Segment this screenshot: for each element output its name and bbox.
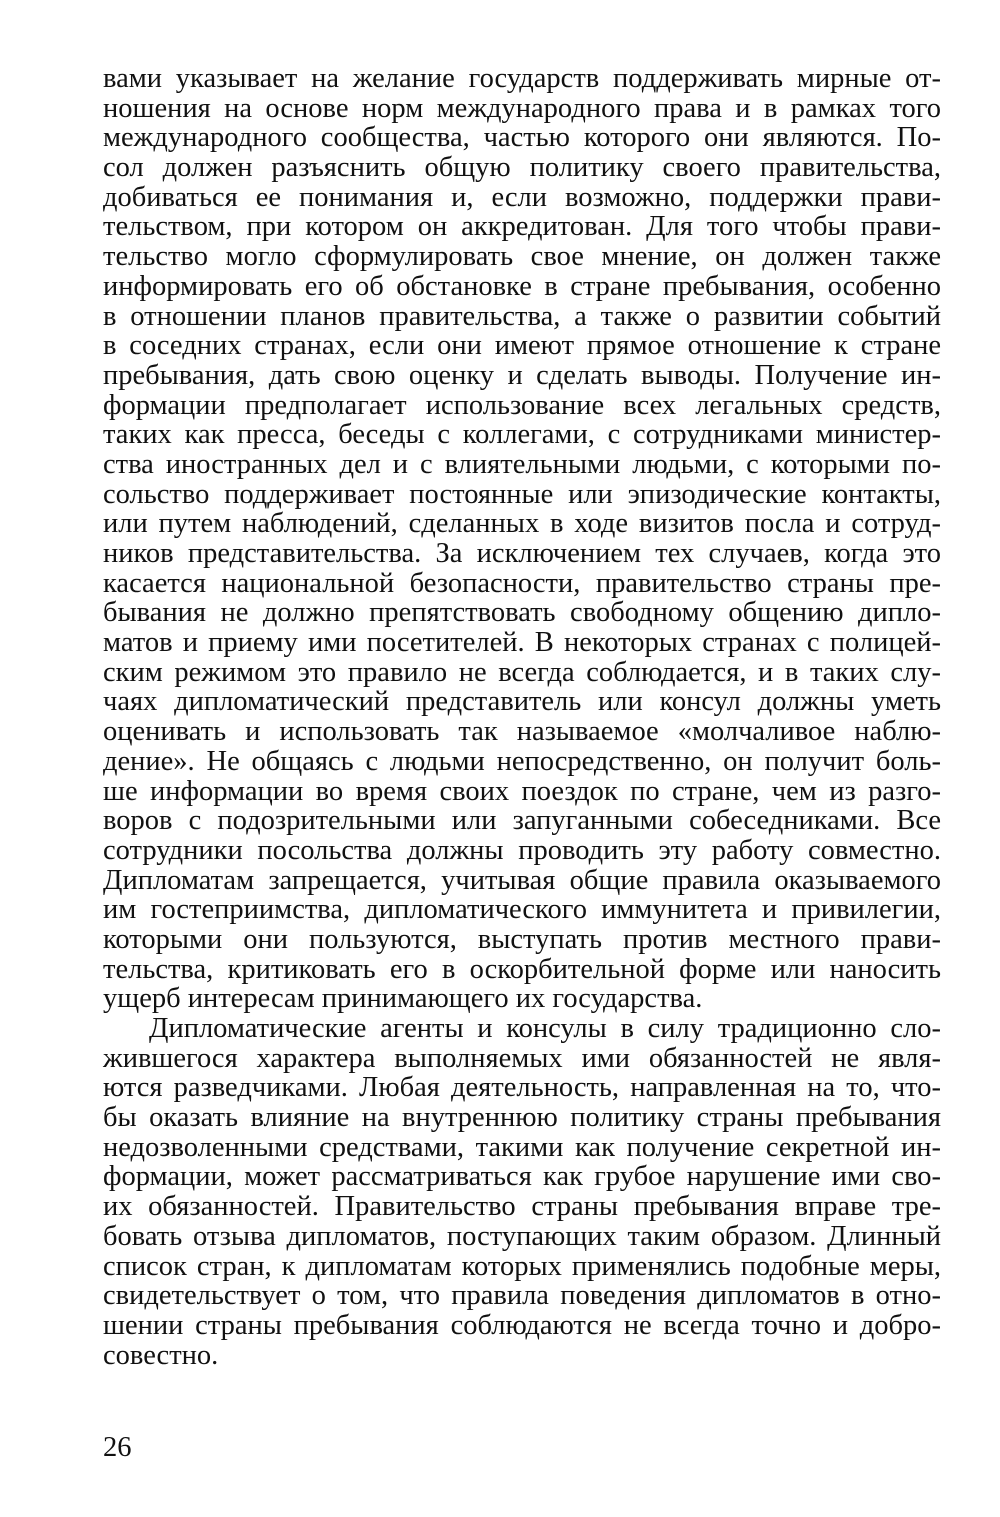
text-line: недозволенными средствами, такими как получение секретной ин- xyxy=(103,1131,941,1163)
text-line: ства иностранных дел и с влиятельными людьми, с которыми по- xyxy=(103,448,941,480)
text-line: таких как пресса, беседы с коллегами, с сотрудниками министер- xyxy=(103,419,941,451)
text-line: которыми они пользуются, выступать против местного прави- xyxy=(103,923,941,955)
text-line: сольство поддерживает постоянные или эпизодические контакты, xyxy=(103,478,941,510)
text-line: международного сообщества, частью которого они являются. По- xyxy=(103,122,941,154)
text-line: им гостеприимства, дипломатического иммунитета и привилегии, xyxy=(103,894,941,926)
text-line: их обязанностей. Правительство страны пребывания вправе тре- xyxy=(103,1191,941,1223)
text-line: дение». Не общаясь с людьми непосредственно, он получит боль- xyxy=(103,745,941,777)
text-line: ношения на основе норм международного права и в рамках того xyxy=(103,92,941,124)
text-line: тельством, при котором он аккредитован. Для того чтобы прави- xyxy=(103,211,941,243)
text-line: оценивать и использовать так называемое «молчаливое наблю- xyxy=(103,716,941,748)
page-body xyxy=(103,64,941,1370)
text-line: сол должен разъяснить общую политику своего правительства, xyxy=(103,152,941,184)
text-line: добиваться ее понимания и, если возможно, поддержки прави- xyxy=(103,181,941,213)
text-line: бовать отзыва дипломатов, поступающих таким образом. Длинный xyxy=(103,1220,941,1252)
text-body xyxy=(103,64,941,1370)
text-line: список стран, к дипломатам которых применялись подобные меры, xyxy=(103,1250,941,1282)
text-line: ются разведчиками. Любая деятельность, направленная на то, что- xyxy=(103,1072,941,1104)
text-line: в отношении планов правительства, а также о развитии событий xyxy=(103,300,941,332)
text-line: информировать его об обстановке в стране пребывания, особенно xyxy=(103,270,941,302)
text-line: чаях дипломатический представитель или консул должны уметь xyxy=(103,686,941,718)
text-line: бывания не должно препятствовать свободному общению дипло- xyxy=(103,597,941,629)
text-line: матов и приему ими посетителей. В некоторых странах с полицей- xyxy=(103,627,941,659)
text-line: в соседних странах, если они имеют прямое отношение к стране xyxy=(103,330,941,362)
text-line: совестно. xyxy=(103,1339,219,1371)
text-line: бы оказать влияние на внутреннюю политику страны пребывания xyxy=(103,1102,941,1134)
text-line: шении страны пребывания соблюдаются не всегда точно и добро- xyxy=(103,1309,941,1341)
text-line: ше информации во время своих поездок по стране, чем из разго- xyxy=(103,775,941,807)
text-line: формации предполагает использование всех легальных средств, xyxy=(103,389,941,421)
text-line: Дипломатам запрещается, учитывая общие правила оказываемого xyxy=(103,864,941,896)
text-line: воров с подозрительными или запуганными собеседниками. Все xyxy=(103,805,941,837)
text-line: жившегося характера выполняемых ими обязанностей не явля- xyxy=(103,1042,941,1074)
text-line: касается национальной безопасности, правительство страны пре- xyxy=(103,567,941,599)
text-line: или путем наблюдений, сделанных в ходе визитов посла и сотруд- xyxy=(103,508,941,540)
text-line: формации, может рассматриваться как грубое нарушение ими сво- xyxy=(103,1161,941,1193)
text-line: тельство могло сформулировать свое мнение, он должен также xyxy=(103,241,941,273)
page-number: 26 xyxy=(103,1432,132,1463)
text-line: Дипломатические агенты и консулы в силу традиционно сло- xyxy=(149,1013,941,1044)
text-line: свидетельствует о том, что правила поведения дипломатов в отно- xyxy=(103,1280,941,1312)
text-line: пребывания, дать свою оценку и сделать выводы. Получение ин- xyxy=(103,359,941,391)
paragraph xyxy=(103,64,941,1014)
text-line: тельства, критиковать его в оскорбительной форме или наносить xyxy=(103,953,941,985)
text-line: ским режимом это правило не всегда соблюдается, и в таких слу- xyxy=(103,656,941,688)
text-line: вами указывает на желание государств поддерживать мирные от- xyxy=(103,63,941,94)
text-line: сотрудники посольства должны проводить эту работу совместно. xyxy=(103,834,941,866)
paragraph xyxy=(103,1014,941,1370)
text-line: ников представительства. За исключением тех случаев, когда это xyxy=(103,538,941,569)
text-line: ущерб интересам принимающего их государства. xyxy=(103,983,703,1015)
